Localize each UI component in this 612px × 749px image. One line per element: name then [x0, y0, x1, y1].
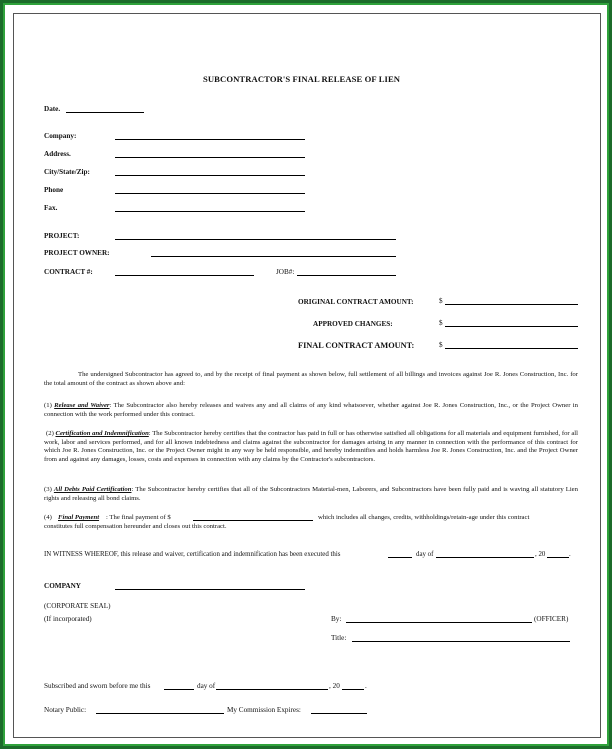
clause-certification-indemnification	[44, 430, 578, 464]
clause-2-number: (2)	[46, 430, 54, 437]
notary-period: .	[365, 682, 367, 690]
clause-4-text-a: : The final payment of $	[106, 514, 171, 521]
notary-public-line[interactable]	[96, 713, 224, 714]
clause-1-number: (1)	[44, 402, 52, 409]
commission-expires-label: My Commission Expires:	[227, 706, 301, 714]
title-line[interactable]	[352, 641, 570, 642]
intro-paragraph	[44, 371, 578, 388]
final-contract-amount-label: FINAL CONTRACT AMOUNT:	[298, 341, 415, 350]
project-label: PROJECT:	[44, 232, 80, 240]
clause-3-heading: All Debts Paid Certification	[53, 486, 132, 493]
witness-year-line[interactable]	[547, 557, 569, 558]
officer-label: (OFFICER)	[534, 615, 569, 623]
clause-3-text: : The Subcontractor hereby certifies that all of the Subcontractors Material-men, Laborers, and Subcontractors have been fully paid and is waving all statutory Lien rights and releasing all bond claims.	[44, 486, 578, 502]
phone-label: Phone	[44, 186, 64, 194]
address-label: Address.	[44, 150, 71, 158]
subscribed-text: Subscribed and sworn before me this	[44, 682, 151, 690]
witness-text: IN WITNESS WHEREOF, this release and waiver, certification and indemnification has been executed this	[44, 551, 341, 558]
original-contract-amount-line[interactable]	[445, 304, 578, 305]
title-label: Title:	[331, 634, 347, 642]
document-page	[13, 13, 601, 738]
intro-text: The undersigned Subcontractor has agreed to, and by the receipt of final payment as shown below, full settlement of all billings and invoices against Joe R. Jones Construction, Inc. for the total amount of the contract as shown above and:	[44, 371, 578, 387]
commission-expires-line[interactable]	[311, 713, 367, 714]
contract-number-label: CONTRACT #:	[44, 268, 93, 276]
project-line[interactable]	[115, 239, 396, 240]
by-label: By:	[331, 615, 342, 623]
clause-3-number: (3)	[44, 486, 52, 493]
final-dollar-sign: $	[439, 341, 443, 349]
job-number-label: JOB#:	[276, 268, 295, 276]
city-state-zip-line[interactable]	[115, 175, 305, 176]
notary-month-line[interactable]	[216, 689, 328, 690]
date-line[interactable]	[66, 112, 144, 113]
clause-all-debts-paid	[44, 486, 578, 503]
approved-changes-label: APPROVED CHANGES:	[313, 320, 393, 328]
clause-1-text: : The Subcontractor also hereby releases and waives any and all claims of any kind whatsoever, whether against Joe R. Jones Construction, Inc., or the Project Owner in connection with the work performed under this contract.	[44, 402, 578, 418]
company-label: Company:	[44, 132, 77, 140]
project-owner-line[interactable]	[151, 256, 396, 257]
clause-4-heading: Final Payment	[58, 514, 100, 521]
witness-month-line[interactable]	[436, 557, 534, 558]
phone-line[interactable]	[115, 193, 305, 194]
outer-frame	[3, 3, 609, 746]
witness-day-line[interactable]	[388, 557, 412, 558]
clause-4-number: (4)	[44, 514, 52, 521]
date-label: Date.	[44, 105, 61, 113]
company-signature-label: COMPANY	[44, 582, 81, 590]
job-number-line[interactable]	[297, 275, 396, 276]
witness-day-of: day of	[416, 551, 434, 558]
project-owner-label: PROJECT OWNER:	[44, 249, 110, 257]
clause-4-text-b: which includes all changes, credits, withholdings/retain-age under this contract	[318, 514, 530, 521]
clause-release-waiver	[44, 402, 578, 419]
original-dollar-sign: $	[439, 297, 443, 305]
incorporated-note: (If incorporated)	[44, 615, 92, 623]
by-signature-line[interactable]	[346, 622, 532, 623]
final-contract-amount-line[interactable]	[445, 348, 578, 349]
approved-changes-line[interactable]	[445, 326, 578, 327]
corporate-seal-label: (CORPORATE SEAL)	[44, 602, 111, 610]
notary-day-line[interactable]	[164, 689, 194, 690]
witness-year-prefix: , 20	[535, 551, 546, 558]
clause-2-text: : The Subcontractor hereby certifies that the contractor has paid in full or has otherwise satisfied all obligations for all materials and equipment furnished, for all work, labor and services performed, and for all known indebtedness and claims against the subcontractor for damages arising in any manner in connection with the performance of this contract for which Joe R. Jones Construction, Inc. or the Project Owner might in any way be held responsible, and hereby indemnifies and holds harmless Joe R. Jones Construction, Inc. and the Project Owner from and against any damages, losses, costs and expenses in connection with any claims by the Contractor's subcontractors.	[44, 430, 579, 463]
witness-period: .	[569, 551, 571, 558]
notary-day-of: day of	[197, 682, 216, 690]
notary-public-label: Notary Public:	[44, 706, 87, 714]
contract-number-line[interactable]	[115, 275, 254, 276]
clause-2-heading: Certification and Indemnification	[55, 430, 149, 437]
original-contract-amount-label: ORIGINAL CONTRACT AMOUNT:	[298, 298, 414, 306]
address-line[interactable]	[115, 157, 305, 158]
company-line[interactable]	[115, 139, 305, 140]
approved-dollar-sign: $	[439, 319, 443, 327]
document-title: SUBCONTRACTOR'S FINAL RELEASE OF LIEN	[203, 74, 401, 84]
fax-line[interactable]	[115, 211, 305, 212]
fax-label: Fax.	[44, 204, 58, 212]
notary-year-prefix: , 20	[329, 682, 340, 690]
company-signature-line[interactable]	[115, 589, 305, 590]
city-state-zip-label: City/State/Zip:	[44, 168, 90, 176]
notary-year-line[interactable]	[342, 689, 364, 690]
clause-4-text-c: constitutes full compensation hereunder and closes out this contract.	[44, 523, 227, 530]
clause-1-heading: Release and Waiver	[54, 402, 110, 409]
final-payment-line[interactable]	[193, 520, 313, 521]
